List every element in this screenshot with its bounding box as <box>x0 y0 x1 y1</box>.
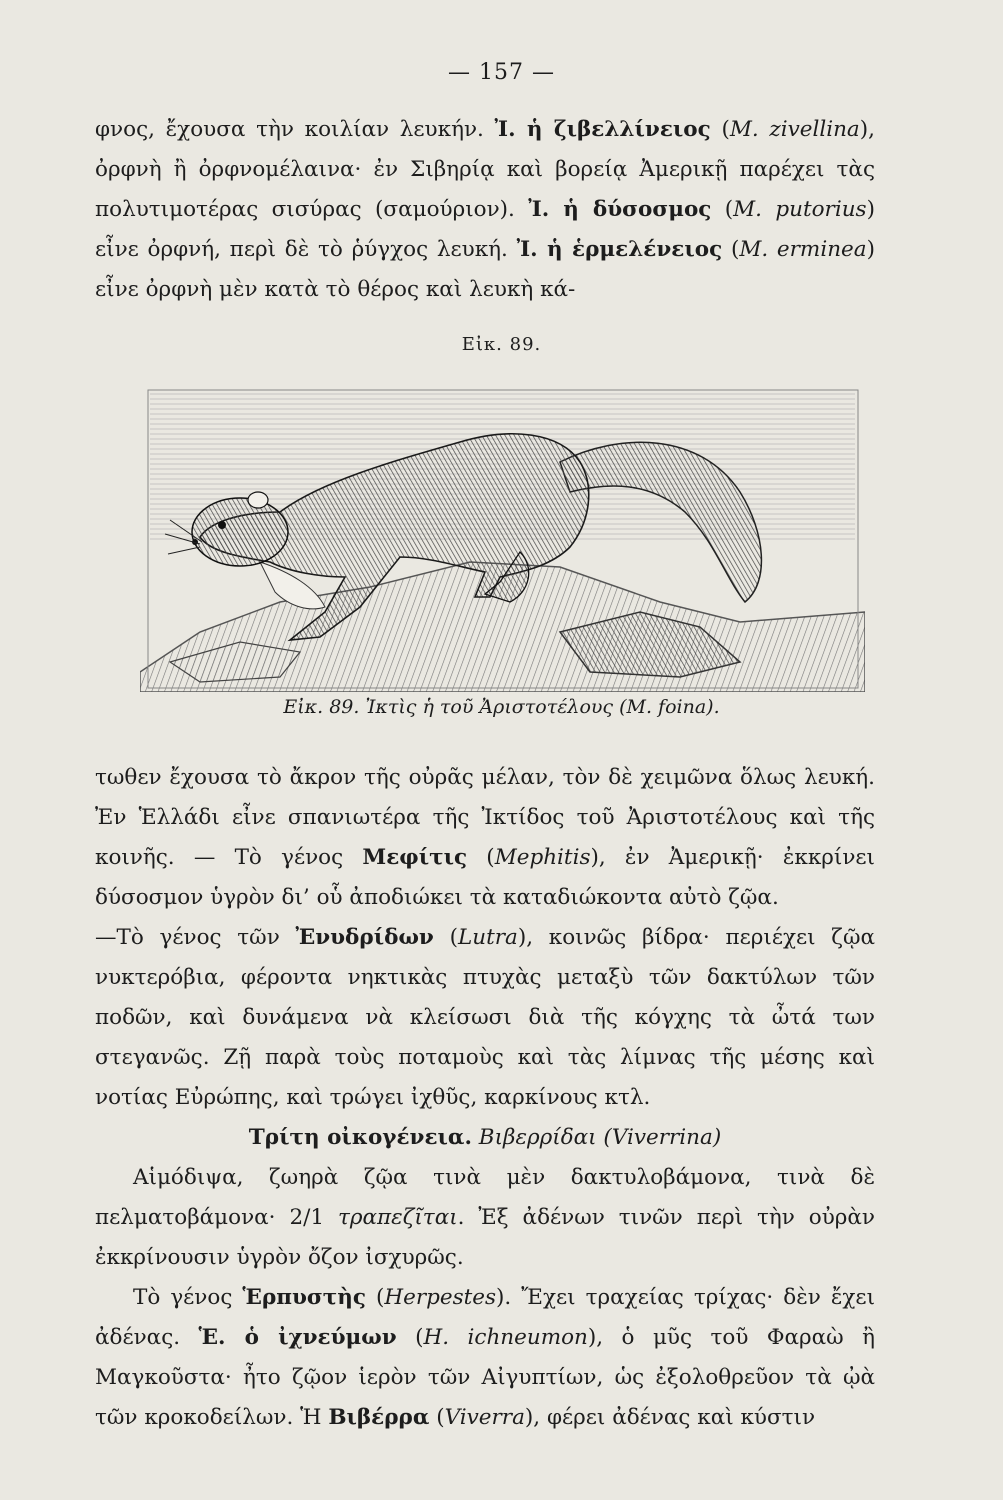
text-run: ( <box>396 1325 424 1350</box>
marten-eye <box>218 521 226 529</box>
latin-name-erminea: M. erminea <box>739 237 867 262</box>
text-run: ( <box>467 845 495 870</box>
latin-name-zivellina: M. zivellina <box>729 117 860 142</box>
genus-name-viverra: Βιβέρρα <box>328 1405 430 1430</box>
paragraph-5 <box>95 1278 875 1438</box>
paragraph-4 <box>95 1158 875 1278</box>
text-run: ), ἐν Ἀμερικῇ· ἐκκρίνει δύσοσμον ὑγρὸν δι’ οὗ ἀποδιώκει τὰ καταδιώκοντα αὐτὸ ζῷα. <box>95 845 875 910</box>
figure-caption: Εἰκ. 89. Ἰκτὶς ἡ τοῦ Ἀριστοτέλους (M. foina). <box>283 696 720 718</box>
text-run: ), ὀρφνὴ ἢ ὀρφνομέλαινα· ἐν Σιβηρίᾳ καὶ βορείᾳ Ἀμερικῇ παρέχει τὰς πολυτιμοτέρας σισύρας (σαμούριον). <box>95 117 875 222</box>
latin-name-putorius: M. putorius <box>733 197 867 222</box>
text-run: ( <box>710 117 730 142</box>
text-run: ( <box>365 1285 385 1310</box>
family-latin-name: Βιβερρίδαι (Viverrina) <box>471 1125 722 1150</box>
paragraph-2 <box>95 758 875 918</box>
species-name-erminea: Ἰ. ἡ ἑρμελένειος <box>516 237 723 262</box>
family-heading: Τρίτη οἰκογένεια. <box>248 1125 472 1150</box>
species-name-zivellina: Ἰ. ἡ ζιβελλίνειος <box>494 117 711 142</box>
text-run: ( <box>722 237 740 262</box>
text-block-top <box>95 110 875 310</box>
text-run: φνος, ἔχουσα τὴν κοιλίαν λευκήν. <box>95 117 495 142</box>
text-run: ). Ἔχει τραχείας τρίχας· δὲν ἔχει ἀδένας. <box>95 1285 876 1350</box>
latin-name-mephitis: Mephitis <box>494 845 591 870</box>
marten-illustration <box>140 372 865 692</box>
text-run: . Ἐξ ἀδένων τινῶν περὶ τὴν οὐρὰν ἐκκρίνουσιν ὑγρὸν ὄζον ἰσχυρῶς. <box>95 1205 875 1270</box>
whisker <box>168 547 200 554</box>
text-run: ), κοινῶς βίδρα· περιέχει ζῷα νυκτερόβια, φέροντα νηκτικὰς πτυχὰς μεταξὺ τῶν δακτύλων τῶν ποδῶν, καὶ δυνάμενα νὰ κλείσωσι διὰ τῆς κόγχης τὰ ὦτά των στεγανῶς. Ζῇ παρὰ τοὺς ποταμοὺς καὶ τὰς λίμνας τῆς μέσης καὶ νοτίας Εὐρώπης, καὶ τρώγει ἰχθῦς, καρκίνους κτλ. <box>95 925 875 1110</box>
marten-ear <box>248 492 268 508</box>
text-run: ), ὁ μῦς τοῦ Φαραὼ ἢ Μαγκοῦστα· ἦτο ζῷον ἱερὸν τῶν Αἰγυπτίων, ὡς ἐξολοθρεῦον τὰ ᾠὰ τῶν κροκοδείλων. Ἡ <box>95 1325 875 1430</box>
paragraph-3 <box>95 918 875 1118</box>
text-run: ( <box>711 197 734 222</box>
marten-engraving <box>140 372 865 692</box>
genus-name-herpestes: Ἑρπυστὴς <box>242 1285 366 1310</box>
latin-name-herpestes: Herpestes <box>384 1285 497 1310</box>
text-run: ( <box>433 925 458 950</box>
text-block-bottom <box>95 758 875 1438</box>
text-run: ) εἶνε ὀρφνή, περὶ δὲ τὸ ῥύγχος λευκή. <box>95 197 875 262</box>
text-run: Αἱμόδιψα, ζωηρὰ ζῷα τινὰ μὲν δακτυλοβάμονα, τινὰ δὲ πελματοβάμονα· <box>95 1165 875 1230</box>
text-run: Τὸ γένος <box>133 1285 243 1310</box>
latin-name-viverra: Viverra <box>444 1405 525 1430</box>
text-run: ( <box>429 1405 445 1430</box>
text-run: τωθεν ἔχουσα τὸ ἄκρον τῆς οὐρᾶς μέλαν, τὸν δὲ χειμῶνα ὅλως λευκή. Ἐν Ἑλλάδι εἶνε σπανιωτέρα τῆς Ἰκτίδος τοῦ Ἀριστοτέλους καὶ τῆς κοινῆς. — Τὸ γένος <box>95 765 875 870</box>
section-heading <box>95 1118 875 1158</box>
text-run: ), φέρει ἀδένας καὶ κύστιν <box>524 1405 816 1430</box>
dental-fraction: 2/1 <box>289 1205 325 1230</box>
text-run: ) εἶνε ὀρφνὴ μὲν κατὰ τὸ θέρος καὶ λευκὴ κά- <box>95 237 875 302</box>
term-trapezitai: τραπεζῖται <box>324 1205 458 1230</box>
text-run: —Τὸ γένος τῶν <box>95 925 296 950</box>
species-name-ichneumon: Ἑ. ὁ ἰχνεύμων <box>198 1325 397 1350</box>
latin-name-lutra: Lutra <box>457 925 518 950</box>
genus-name-lutra: Ἐνυδρίδων <box>295 925 434 950</box>
latin-name-ichneumon: H. ichneumon <box>423 1325 588 1350</box>
genus-name-mephitis: Μεφίτις <box>362 845 468 870</box>
species-name-putorius: Ἰ. ἡ δύσοσμος <box>528 197 712 222</box>
page-number: — 157 — <box>448 60 555 85</box>
figure-label: Εἰκ. 89. <box>461 334 542 355</box>
marten-head <box>192 498 288 566</box>
paragraph-1 <box>95 110 875 310</box>
